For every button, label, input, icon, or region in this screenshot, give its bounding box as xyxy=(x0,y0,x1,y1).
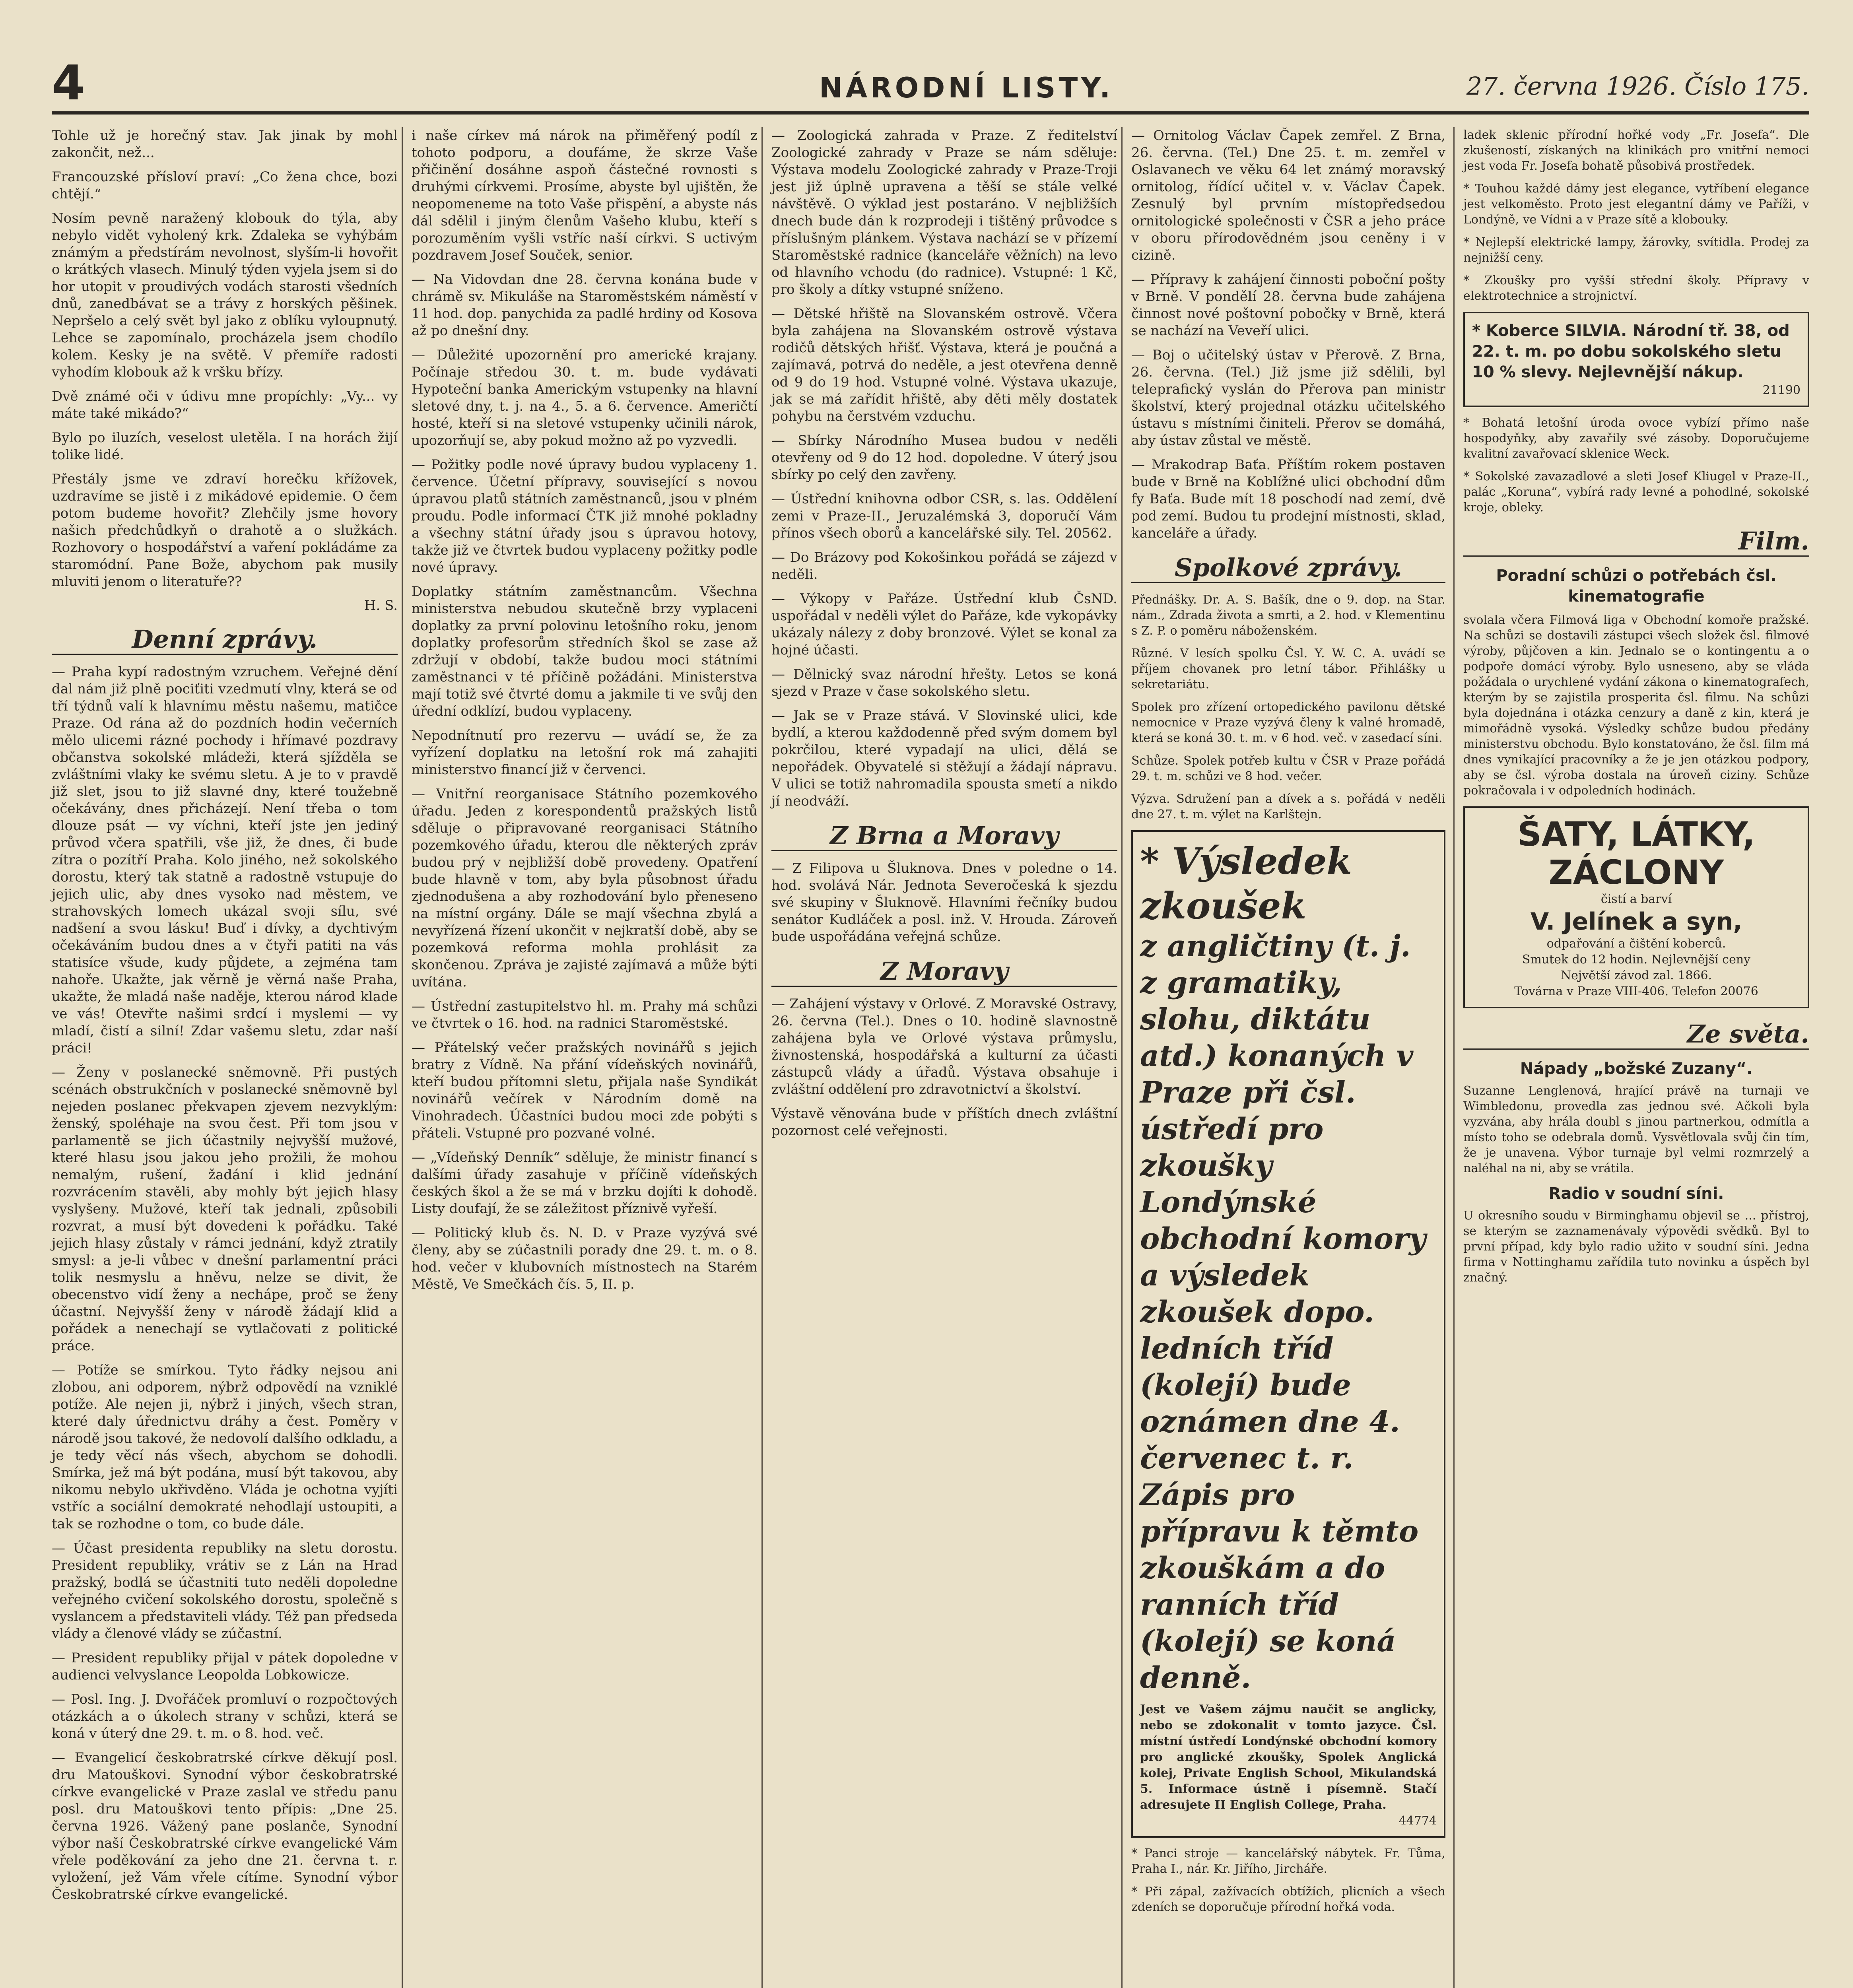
news-item: * Touhou každé dámy jest elegance, vytříbení elegance jest velkoměsto. Proto jest elegantní dámy ve Paříži, v Londýně, ve Vídni a v Praze sítě a klobouky. xyxy=(1463,182,1809,227)
news-item: Výzva. Sdružení pan a dívek a s. pořádá v neděli dne 27. t. m. výlet na Karlštejn. xyxy=(1131,792,1445,821)
ad-code: 44774 xyxy=(1398,1814,1437,1828)
news-item: — Potíže se smírkou. Tyto řádky nejsou ani zlobou, ani odporem, nýbrž odpovědí na vzniklé potíže. Ale nejen ji, nýbrž i jiných, všech stran, které daly úřednictvu dráhy a čest. Poměry v národě jsou takové, že nedovolí dalšího odkladu, a je tedy věcí nás všech, abychom se dohodli. Smírka, jež má být podána, musí být takovou, aby nikomu nebylo ukřivděno. Vláda je ochotna vyjíti vstříc a sociální demokraté nehodlají ustoupiti, a tak se rozhodne o tom, co bude dále. xyxy=(52,1362,398,1532)
section-title-film: Film. xyxy=(1463,526,1809,557)
section-title-brno: Z Brna a Moravy xyxy=(771,821,1117,851)
news-item: Různé. V lesích spolku Čsl. Y. W. C. A. uvádí se příjem chovanek pro letní tábor. Přihlášky u sekretariátu. xyxy=(1131,646,1445,691)
news-item: — Boj o učitelský ústav v Přerově. Z Brna, 26. června. (Tel.) Již jsme již sdělili, byl teleprafický vyslán do Přerova pan ministr školství, který projednal otázku učitelského ústavu s místními činiteli. Přerov se domáhá, aby ústav zůstal ve městě. xyxy=(1131,347,1445,448)
news-item: — Ústřední knihovna odbor CSR, s. las. Oddělení zemi v Praze-II., Jeruzalémská 3, doporučí Vám přínos všech oborů a kancelářské sily. Tel. 20562. xyxy=(771,491,1117,541)
news-item: * Zkoušky pro vyšší střední školy. Přípravy v elektrotechnice a strojnictví. xyxy=(1463,274,1809,303)
news-item: — Dětské hřiště na Slovanském ostrově. Včera byla zahájena na Slovanském ostrově výstava rodičů dětských hřišť. Výstava, která je poučná a zajímavá, potrvá do neděle, a jest otevřena denně od 9 do 19 hod. Vstupné volné. Výstava ukazuje, jak se má zařídit hřiště, aby děti měly dostatek pohybu na čerstvém vzduchu. xyxy=(771,306,1117,424)
news-item: i naše církev má nárok na přiměřený podíl z tohoto podporu, a doufáme, že skrze Vaše přičinění dosáhne aspoň částečné rovnosti s druhými církvemi. Prosíme, abyste byl ujištěn, že neopomeneme na toto Vaše přispění, a abyste nás dál sdělil i jiným členům Vašeho klubu, kteří s porozuměním vyšli vstříc naší církvi. S uctivým pozdravem Josef Souček, senior. xyxy=(412,128,758,263)
dateline: 27. června 1926. Číslo 175. xyxy=(1466,72,1809,101)
article-headline: Radio v soudní síni. xyxy=(1548,1184,1724,1203)
news-item: * Panci stroje — kancelářský nábytek. Fr. Tůma, Praha I., nár. Kr. Jiřího, Jircháře. xyxy=(1131,1846,1445,1876)
news-item: — Sbírky Národního Musea budou v neděli otevřeny od 9 do 12 hod. dopoledne. V úterý jsou sbírky po celý den zavřeny. xyxy=(771,433,1117,483)
news-item: Přednášky. Dr. A. S. Bašík, dne o 9. dop. na Star. nám., Zdrada života a smrti, a 2. hod. v Klementinu s Z. P. o poměru náboženském. xyxy=(1131,593,1445,638)
news-item: — Z Filipova u Šluknova. Dnes v poledne o 14. hod. svolává Nár. Jednota Severočeská k sjezdu své skupiny v Šluknově. Hlavními řečníky budou senátor Kudláček a posl. inž. V. Hrouda. Zároveň bude uspořádána veřejná schůze. xyxy=(771,860,1117,945)
header-rule xyxy=(52,111,1809,115)
ad-text: Smutek do 12 hodin. Nejlevnější ceny xyxy=(1522,953,1751,967)
news-item: Spolek pro zřízení ortopedického pavilonu dětské nemocnice v Praze vyzývá členy k valné hromadě, která se koná 30. t. m. v 6 hod. več. v zasedací síni. xyxy=(1131,700,1445,745)
article-paragraph: Dvě známé oči v údivu mne propíchly: „Vy... vy máte také mikádo?“ xyxy=(52,388,398,421)
article-paragraph: Přestály jsme ve zdraví horečku křížovek, uzdravíme se jistě i z mikádové epidemie. O čem potom budeme hovořit? Zlehčily jsme hovory našich předchůdkyň o drahotě a o služkách. Rozhovory o hospodářství a vaření pokládáme za staromódní. Pane Bože, abychom pak musily mluviti jenom o literatuře?? xyxy=(52,471,398,590)
section-title-morava: Z Moravy xyxy=(771,957,1117,987)
article-paragraph: Francouzské přísloví praví: „Co žena chce, bozi chtějí.“ xyxy=(52,169,398,202)
column-divider xyxy=(1121,127,1123,1988)
news-item: — Důležité upozornění pro americké krajany. Počínaje středou 30. t. m. bude vydávati Hypoteční banka Americkým vstupenky na hlavní sletové dny, t. j. na 4., 5. a 6. července. Američtí hosté, kteří si na sletové vstupenky učinili nárok, upozorňují se, aby pokud možno až po vyzvedli. xyxy=(412,347,758,448)
article-paragraph: Nosím pevně naražený klobouk do týla, aby nebylo vidět vyholený krk. Zdaleka se vyhýbám známým a předstírám nevolnost, slyším-li hovořit o krátkých vlasech. Minulý týden vyjela jsem si do hor utopit v proudivých vodách starosti všedních dnů, zanedbávat se a trávy z horských pěšinek. Nepršelo a celý svět byl jako z oblíku vyloupnutý. Lehce se zapomínalo, procházela jsem chodílo kolem. Kesky je na světě. V přemíře radosti vyhodím klobouk až k vršku břízy. xyxy=(52,210,398,380)
news-item: — Zoologická zahrada v Praze. Z ředitelství Zoologické zahrady v Praze se nám sděluje: Výstava modelu Zoologické zahrady v Praze-Troji jest již úplně upravena a těší se stále velké návštěvě. O výklad jest postaráno. V nejbližších dnech bude dán k rozprodeji i tištěný průvodce s příslušným plánkem. Výstava nachází se v přízemí Staroměstské radnice (kanceláře věžních) na levo od hlavního vchodu (do radnice). Vstupné: 1 Kč, pro školy a dítky vstupné sníženo. xyxy=(771,128,1117,297)
ad-text: Největší závod zal. 1866. xyxy=(1560,969,1712,982)
news-item: — Výkopy v Pařáze. Ústřední klub ČsND. uspořádal v neděli výlet do Pařáze, kde vykopávky ukázaly nálezy z doby bronzové. Výlet se konal za hojné účasti. xyxy=(771,591,1117,658)
news-item: Schůze. Spolek potřeb kultu v ČSR v Praze pořádá 29. t. m. schůzi ve 8 hod. večer. xyxy=(1131,754,1445,783)
page-header xyxy=(52,56,1809,115)
news-item: — Ženy v poslanecké sněmovně. Při pustých scénách obstrukčních v poslanecké sněmovně byl nejeden poslanec překvapen zjevem nezvyklým: ženský, spoléhaje na svou čest. Při tom jsou v parlamentě se jich účastnily nejvyšší mužové, které hlasu jsou jakou jeho prožili, že mohou nemalým, rušení, žadání i klid jednání rozvrácením stavěli, aby mohly být jejich hlasy vyslyšeny. Mužové, kteří tak jednali, způsobili rozvrat, a musí být dovedeni k pořádku. Také jejich hlasy zůstaly v rámci jednání, když ztratily smysl: a je-li vůbec v dnešní parlamentní práci tolik nesmyslu a hněvu, nelze se divit, že obecenstvo vidí ženy a nechápe, proč se ženy účastní. Nejvyšší ženy v národě žádají klid a pořádek a nenechají se vytlačovati z politické práce. xyxy=(52,1064,398,1354)
news-item: Doplatky státním zaměstnancům. Všechna ministerstva nebudou skutečně brzy vyplaceni doplatky za první polovinu letošního roku, jenom doplatky profesorům středních škol se zase až zdržují v období, takže budou moci státními zaměstnanci v té příčině požádáni. Ministerstva mají totiž své čtvrté domu a jakmile ti ve svůj den úřední odklízí, budou vyplaceny. xyxy=(412,584,758,719)
ad-firm: V. Jelínek a syn, xyxy=(1530,908,1742,936)
news-item: * Při zápal, zažívacích obtížích, plicních a všech zdeních se doporučuje přírodní hořká voda. xyxy=(1131,1885,1445,1914)
news-item: — Požitky podle nové úpravy budou vyplaceny 1. července. Účetní přípravy, související s novou úpravou platů státních zaměstnanců, jsou v plném proudu. Podle informací ČTK již mnohé pokladny a všechny státní úřady jsou s úpravou hotovy, takže již ve čtvrtek budou vyplaceny požitky podle nové úpravy. xyxy=(412,457,758,575)
ad-text: Továrna v Praze VIII-406. Telefon 20076 xyxy=(1514,984,1758,998)
news-item: — Mrakodrap Baťa. Příštím rokem postaven bude v Brně na Koblížné ulici obchodní dům fy Baťa. Bude mít 18 poschodí nad zemí, dvě pod zemí. Budou tu prodejní místnosti, sklad, kanceláře a úřady. xyxy=(1131,457,1445,541)
film-headline: Poradní schůzi o potřebách čsl. kinematografie xyxy=(1496,567,1777,606)
news-item: — Jak se v Praze stává. V Slovinské ulici, kde bydlí, a kterou každodenně před svým domem byl pokrčilou, které vypadají na ulici, dělá se nepořádek. Obyvatelé si stěžují a žádají nápravu. V ulici se totiž nahromadila spousta smetí a nikdo jí neodváží. xyxy=(771,708,1117,809)
news-item: U okresního soudu v Birminghamu objevil se ... přístroj, se kterým se zaznamenávaly výpovědi svědků. Byl to první případ, kdy bylo radio užito v soudní síni. Jedna firma v Nottinghamu zařídila tuto novinku a úspěch byl značný. xyxy=(1463,1209,1809,1285)
news-item: — Účast presidenta republiky na sletu dorostu. President republiky, vrátiv se z Lán na Hrad pražský, bodlá se účastniti tuto neděli dopoledne veřejného cvičení sokolského dorostu, společně s vyslancem a představiteli vlády. Též pan předseda vlády a členové vlády se zúčastní. xyxy=(52,1540,398,1642)
news-item: Výstavě věnována bude v příštích dnech zvláštní pozornost celé veřejnosti. xyxy=(771,1106,1117,1139)
ad-headline: * Výsledek zkoušek xyxy=(1140,840,1352,927)
news-item: — Dělnický svaz národní hřešty. Letos se koná sjezd v Praze v čase sokolského sletu. xyxy=(771,666,1117,699)
column-divider xyxy=(761,127,763,1988)
ad-headline: * Koberce SILVIA. Národní tř. 38, od 22. t. m. po dobu sokolského sletu 10 % slevy. Nejlevnější nákup. xyxy=(1472,322,1790,381)
news-item: — Praha kypí radostným vzruchem. Veřejné dění dal nám již plně pociťiti vzedmutí vlny, která se od tří týdnů valí k hlavnímu městu našemu, matičce Praze. Od rána až do pozdních hodin večerních mělo ulicemi rázné pochody i hřímavé pozdravy občanstva sokolské mládeži, která sjížděla se zvláštními vlaky ke svému sletu. A je to v pravdě již slet, jsou to již slavné dny, které toužebně očekávány, dnes přicházejí. Není třeba o tom dlouze psát — vy víchni, kteří jste jen jediný průvod včera spatřili, vše již, že dnes, či bude zítra o pozítří Praha. Kolo jiného, než sokolského dorostu, který tak statně a radostně vstupuje do jejich ulic, aby dnes vysoko nad městem, ve strahovských lomech ukázal svoji sílu, své nadšení a svou lásku! Buď i dívky, a dychtivým očekáváním budou dnes a v čtyři patiti na vás statisíce všude, kudy půjdete, a zejména tam nahoře. Ukažte, jak věrně je věrná naše Praha, ukažte, že mladá naše naděje, kterou národ klade ve vás! Otevřte našimi srdcí i myslemi — vy mladí, čistí a silní! Zdar vašemu sletu, zdar naší práci! xyxy=(52,664,398,1056)
column-2 xyxy=(412,127,758,1300)
section-title-ze-sveta: Ze světa. xyxy=(1463,1019,1809,1050)
news-item: — President republiky přijal v pátek dopoledne v audienci velvyslance Leopolda Lobkowicze. xyxy=(52,1650,398,1683)
ad-body: z angličtiny (t. j. z gramatiky, slohu, diktátu atd.) konaných v Praze při čsl. ústředí pro zkoušky Londýnské obchodní komory a výsledek zkoušek dopo. ledních tříd (kolejí) bude oznámen dne 4. červenec t. r. xyxy=(1140,929,1426,1475)
author-signature: H. S. xyxy=(364,598,398,613)
column-3 xyxy=(771,127,1117,1147)
page-number: 4 xyxy=(52,56,85,111)
article-paragraph: Tohle už je horečný stav. Jak jinak by mohl zakončit, než... xyxy=(52,128,398,161)
news-item: — Politický klub čs. N. D. v Praze vyzývá své členy, aby se zúčastnili porady dne 29. t. m. o 8. hod. večer v klubovních místnostech na Starém Městě, Ve Smečkách čís. 5, II. p. xyxy=(412,1225,758,1292)
ad-text: odpařování a čištění koberců. xyxy=(1546,937,1726,951)
news-item: — Zahájení výstavy v Orlové. Z Moravské Ostravy, 26. června (Tel.). Dnes o 10. hodině slavnostně zahájena byla ve Orlové výstava průmyslu, živnostenská, hospodářská a kulturní za účasti zástupců vlády a úřadů. Výstava obsahuje i zvláštní oddělení pro zdravotnictví a školství. xyxy=(771,996,1117,1097)
news-item: — Evangelicí českobratrské církve děkují posl. dru Matouškovi. Synodní výbor českobratrské církve evangelické v Praze zaslal ve středu panu posl. dru Matouškovi tento přípis: „Dne 25. června 1926. Vážený pane poslanče, Synodní výbor naší Českobratrské církve evangelické Vám vřele poděkování za jeho dne 21. června t. r. vyložení, jež Vám vřele cítíme. Synodní výbor Českobratrské církve evangelické. xyxy=(52,1750,398,1903)
ad-details: Jest ve Vašem zájmu naučit se anglicky, nebo se zdokonalit v tomto jazyce. Čsl. místní ústředí Londýnské obchodní komory pro anglické zkoušky, Spolek Anglická kolej, Private English School, Mikulandská 5. Informace ústně i písemně. Stačí adresujete II English College, Praha. xyxy=(1140,1703,1437,1812)
column-divider xyxy=(1453,127,1455,1988)
news-item: — Přípravy k zahájení činnosti poboční pošty v Brně. V pondělí 28. června bude zahájena činnost nové poštovní pobočky v Brně, která se nachází na Veveří ulici. xyxy=(1131,272,1445,339)
ad-headline: ŠATY, LÁTKY, ZÁCLONY xyxy=(1517,815,1755,892)
article-headline: Nápady „božské Zuzany“. xyxy=(1520,1060,1753,1078)
section-title-spolkove-zpravy: Spolkové zprávy. xyxy=(1131,553,1445,583)
masthead: NÁRODNÍ LISTY. xyxy=(819,72,1113,104)
ad-code: 21190 xyxy=(1762,383,1801,397)
news-item: Suzanne Lenglenová, hrající právě na turnaji ve Wimbledonu, provedla zas jednou své. Ačkoli byla vyzvána, aby hrála doubl s jinou partnerkou, odmítla a místo toho se odebrala domů. Vysvětlovala svůj čin tím, že je unavena. Výbor turnaje byl velmi rozmrzelý a naléhal na ni, aby se vrátila. xyxy=(1463,1084,1809,1175)
news-item: — Vnitřní reorganisace Státního pozemkového úřadu. Jeden z korespondentů pražských listů sděluje o připravované reorganisaci Státního pozemkového úřadu, kterou dle některých zpráv budou prý v nejbližší době provedeny. Opatření bude hlavně v tom, aby byla působnost úřadu zjednodušena a aby rozhodování bylo přeneseno na místní orgány. Dále se mají všechna zbylá a nevyřízená řízení ukončit v nejkratší době, aby se pozemková reforma mohla prohlásit za skončenou. Zpráva je zajisté zajímavá a může býti uvítána. xyxy=(412,786,758,990)
column-divider xyxy=(402,127,403,1988)
news-item: — Na Vidovdan dne 28. června konána bude v chrámě sv. Mikuláše na Staroměstském náměstí v 11 hod. dop. panychida za padlé hrdiny od Kosova až po dnešní dny. xyxy=(412,272,758,339)
news-item: — Ústřední zastupitelstvo hl. m. Prahy má schůzi ve čtvrtek o 16. hod. na radnici Staroměstské. xyxy=(412,998,758,1031)
news-item: svolala včera Filmová liga v Obchodní komoře pražské. Na schůzi se dostavili zástupci všech složek čsl. filmové výroby, půjčoven a kin. Jednalo se o kontingentu a o podpoře domácí výroby. Bylo usneseno, aby se vláda požádala o urychlené vydání zákona o kinematografech, kterým by se zajistila prosperita čsl. filmu. Na schůzi byla dojednána i otázka cenzury a daně z kin, která je mimořádně vysoká. Výsledky schůze budou předány ministerstvu obchodu. Bylo konstatováno, že čsl. film má dnes vynikající pracovníky a že je jen otázkou podpory, aby se čsl. výroba dostala na úroveň ciziny. Schůze pokračovala i v odpoledních hodinách. xyxy=(1463,613,1809,798)
news-item: — Ornitolog Václav Čapek zemřel. Z Brna, 26. června. (Tel.) Dne 25. t. m. zemřel v Oslavanech ve věku 64 let známý moravský ornitolog, řídící učitel v. v. Václav Čapek. Zesnulý byl prvním místopředsedou ornitologické společnosti v ČSR a jeho práce v oboru přírodovědném jsou ceněny i v cizině. xyxy=(1131,128,1445,263)
ad-body: Zápis pro přípravu k těmto zkouškám a do ranních tříd (kolejí) se koná denně. xyxy=(1140,1478,1419,1695)
ad-text: čistí a barví xyxy=(1600,892,1672,906)
column-1 xyxy=(52,127,398,1910)
news-item: — Posl. Ing. J. Dvořáček promluví o rozpočtových otázkách a o úkolech strany v schůzi, která se koná v úterý dne 29. t. m. o 8. hod. več. xyxy=(52,1691,398,1741)
news-item: * Sokolské zavazadlové a sleti Josef Kliugel v Praze-II., palác „Koruna“, vybírá rady levné a pohodlné, sokolské kroje, obleky. xyxy=(1463,470,1809,514)
column-5 xyxy=(1463,127,1809,1293)
news-item: ladek sklenic přírodní hořké vody „Fr. Josefa“. Dle zkušeností, získaných na klinikách pro vnitřní nemoci jest voda Fr. Josefa bohatě působivá prostředek. xyxy=(1463,128,1809,173)
silvia-ad xyxy=(1463,312,1809,407)
english-exam-ad xyxy=(1131,830,1445,1838)
news-item: — Přátelský večer pražských novinářů s jejich bratry z Vídně. Na přání vídeňských novinářů, kteří budou přítomni sletu, přijala naše Syndikát novinářů večírek v Národním domě na Vinohradech. Účastníci budou moci zde pobýti s přáteli. Vstupné pro pozvané volné. xyxy=(412,1040,758,1141)
news-item: * Bohatá letošní úroda ovoce vybízí přímo naše hospodyňky, aby zavařily své zásoby. Doporučujeme kvalitní zavařovací sklenice Weck. xyxy=(1463,416,1809,461)
column-4 xyxy=(1131,127,1445,1922)
jelinek-ad xyxy=(1463,806,1809,1008)
news-item: Nepodnítnutí pro rezervu — uvádí se, že za vyřízení doplatku na letošní rok má zahajiti ministerstvo financí již v červenci. xyxy=(412,728,758,778)
news-item: * Nejlepší elektrické lampy, žárovky, svítidla. Prodej za nejnižší ceny. xyxy=(1463,235,1809,265)
news-item: — „Vídeňský Denník“ sděluje, že ministr financí s dalšími úřady zasahuje v příčině vídeňských českých škol a že se má v brzku dojíti k dohodě. Listy doufají, že se záležitost příznivě vyřeší. xyxy=(412,1149,758,1217)
article-paragraph: Bylo po iluzích, veselost uletěla. I na horách žijí tolike lidé. xyxy=(52,430,398,463)
news-item: — Do Brázovy pod Kokošinkou pořádá se zájezd v neděli. xyxy=(771,549,1117,582)
section-title-denni-zpravy: Denní zprávy. xyxy=(52,625,398,655)
